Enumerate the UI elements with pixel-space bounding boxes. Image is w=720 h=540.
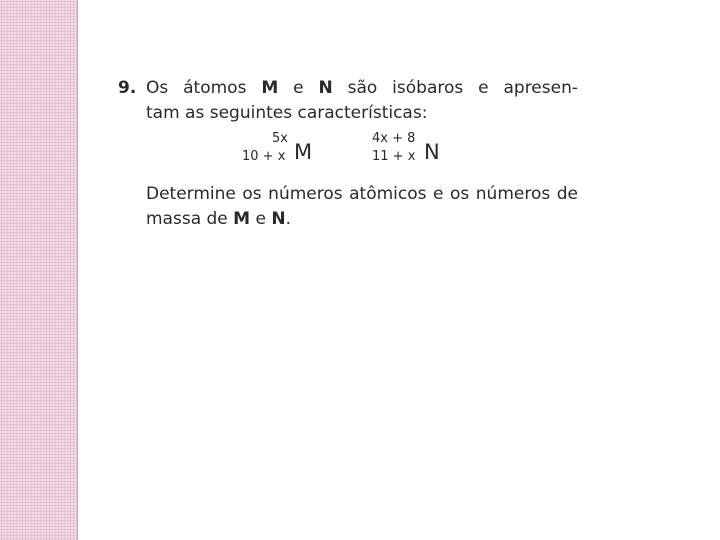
nuclide-m-symbol: M: [294, 140, 313, 164]
text-span: .: [285, 209, 292, 229]
atom-n-label: N: [318, 78, 333, 98]
question-paragraph-2: [146, 182, 578, 232]
text-span: Os átomos: [146, 78, 262, 98]
text-span: Determine os números atômicos e os números de massa de: [146, 184, 578, 229]
nuclide-n-mass-number: 4x + 8: [372, 131, 416, 146]
nuclide-m-mass-number: 5x: [272, 131, 288, 146]
question-line-2: tam as seguintes características:: [146, 103, 428, 123]
atom-n-label: N: [271, 209, 286, 229]
question-body: [146, 76, 578, 232]
text-span: e: [278, 78, 319, 98]
atom-m-label: M: [261, 78, 279, 98]
slide-content: [78, 0, 720, 540]
text-span: e: [250, 209, 272, 229]
question-block: [118, 76, 578, 232]
nuclide-n-atomic-number: 11 + x: [372, 149, 416, 164]
question-line-1: [146, 76, 578, 101]
nuclide-m: [242, 130, 322, 176]
nuclide-n: [372, 130, 452, 176]
decorative-side-band: [0, 0, 78, 540]
nuclide-n-symbol: N: [424, 140, 440, 164]
atom-m-label: M: [233, 209, 251, 229]
nuclide-notation: [146, 126, 578, 182]
nuclide-m-atomic-number: 10 + x: [242, 149, 286, 164]
text-span: são isóbaros e apresen-: [332, 78, 578, 98]
question-number: 9.: [118, 78, 137, 98]
